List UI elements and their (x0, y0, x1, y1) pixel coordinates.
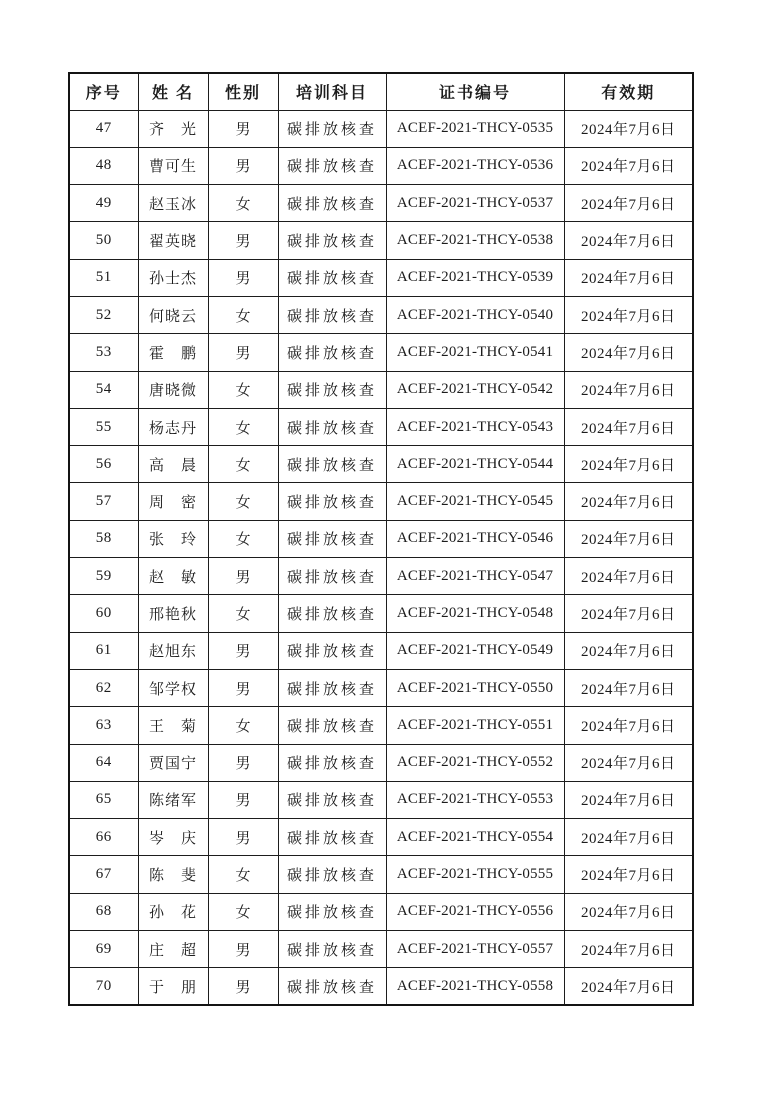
cell-gender: 女 (208, 520, 278, 557)
cell-name: 陈 斐 (138, 856, 208, 893)
cell-cert_no: ACEF-2021-THCY-0536 (386, 147, 564, 184)
cell-name: 孙士杰 (138, 259, 208, 296)
cell-cert_no: ACEF-2021-THCY-0555 (386, 856, 564, 893)
table-row (69, 446, 693, 483)
cell-cert_no: ACEF-2021-THCY-0544 (386, 446, 564, 483)
cell-index: 59 (69, 558, 138, 595)
cell-index: 68 (69, 893, 138, 930)
cell-cert_no: ACEF-2021-THCY-0541 (386, 334, 564, 371)
cell-validity: 2024年7月6日 (564, 446, 693, 483)
table-row (69, 632, 693, 669)
cell-validity: 2024年7月6日 (564, 669, 693, 706)
cell-gender: 女 (208, 595, 278, 632)
cell-name: 王 菊 (138, 707, 208, 744)
cell-gender: 女 (208, 483, 278, 520)
cell-subject: 碳排放核查 (278, 222, 386, 259)
cell-index: 54 (69, 371, 138, 408)
cell-name: 翟英晓 (138, 222, 208, 259)
cell-validity: 2024年7月6日 (564, 781, 693, 818)
table-row (69, 595, 693, 632)
cell-index: 50 (69, 222, 138, 259)
cell-index: 65 (69, 781, 138, 818)
cell-cert_no: ACEF-2021-THCY-0540 (386, 296, 564, 333)
cell-cert_no: ACEF-2021-THCY-0553 (386, 781, 564, 818)
cell-name: 于 朋 (138, 968, 208, 1005)
cell-gender: 女 (208, 856, 278, 893)
cell-name: 邢艳秋 (138, 595, 208, 632)
cell-name: 岑 庆 (138, 819, 208, 856)
table-row (69, 408, 693, 445)
cell-validity: 2024年7月6日 (564, 968, 693, 1005)
cell-validity: 2024年7月6日 (564, 856, 693, 893)
cell-gender: 男 (208, 819, 278, 856)
cell-index: 49 (69, 185, 138, 222)
table-row (69, 520, 693, 557)
cell-subject: 碳排放核查 (278, 371, 386, 408)
cell-index: 55 (69, 408, 138, 445)
cell-cert_no: ACEF-2021-THCY-0551 (386, 707, 564, 744)
cell-validity: 2024年7月6日 (564, 558, 693, 595)
cell-gender: 女 (208, 446, 278, 483)
cell-subject: 碳排放核查 (278, 744, 386, 781)
cell-validity: 2024年7月6日 (564, 296, 693, 333)
cell-gender: 女 (208, 185, 278, 222)
cell-gender: 男 (208, 669, 278, 706)
cell-gender: 男 (208, 259, 278, 296)
table-row (69, 968, 693, 1005)
cell-gender: 女 (208, 296, 278, 333)
table-body (69, 110, 693, 1005)
header-subject: 培训科目 (278, 73, 386, 110)
cell-index: 51 (69, 259, 138, 296)
cell-index: 53 (69, 334, 138, 371)
header-cert-no: 证书编号 (386, 73, 564, 110)
table-row (69, 707, 693, 744)
cell-subject: 碳排放核查 (278, 296, 386, 333)
cell-index: 58 (69, 520, 138, 557)
cell-index: 70 (69, 968, 138, 1005)
table-row (69, 185, 693, 222)
cell-name: 高 晨 (138, 446, 208, 483)
cell-gender: 男 (208, 558, 278, 595)
cell-validity: 2024年7月6日 (564, 222, 693, 259)
header-validity: 有效期 (564, 73, 693, 110)
cell-cert_no: ACEF-2021-THCY-0558 (386, 968, 564, 1005)
cell-cert_no: ACEF-2021-THCY-0548 (386, 595, 564, 632)
cell-cert_no: ACEF-2021-THCY-0545 (386, 483, 564, 520)
cell-name: 赵旭东 (138, 632, 208, 669)
cell-index: 67 (69, 856, 138, 893)
cell-gender: 男 (208, 222, 278, 259)
table-row (69, 893, 693, 930)
cell-name: 孙 花 (138, 893, 208, 930)
cell-gender: 男 (208, 931, 278, 968)
cell-subject: 碳排放核查 (278, 856, 386, 893)
cell-subject: 碳排放核查 (278, 185, 386, 222)
cell-index: 52 (69, 296, 138, 333)
cell-cert_no: ACEF-2021-THCY-0538 (386, 222, 564, 259)
table-row (69, 334, 693, 371)
cell-subject: 碳排放核查 (278, 931, 386, 968)
cell-index: 47 (69, 110, 138, 147)
table-row (69, 147, 693, 184)
table-row (69, 744, 693, 781)
cell-index: 56 (69, 446, 138, 483)
cell-index: 63 (69, 707, 138, 744)
cell-validity: 2024年7月6日 (564, 819, 693, 856)
cell-index: 62 (69, 669, 138, 706)
cell-index: 66 (69, 819, 138, 856)
cell-name: 周 密 (138, 483, 208, 520)
cell-name: 陈绪军 (138, 781, 208, 818)
cell-name: 赵玉冰 (138, 185, 208, 222)
cell-name: 邹学权 (138, 669, 208, 706)
cell-validity: 2024年7月6日 (564, 520, 693, 557)
cell-index: 48 (69, 147, 138, 184)
table-row (69, 222, 693, 259)
cell-subject: 碳排放核查 (278, 893, 386, 930)
table-row (69, 483, 693, 520)
table-row (69, 856, 693, 893)
table-row (69, 558, 693, 595)
table-row (69, 296, 693, 333)
cell-index: 60 (69, 595, 138, 632)
header-name: 姓 名 (138, 73, 208, 110)
table-row (69, 371, 693, 408)
cell-subject: 碳排放核查 (278, 595, 386, 632)
cell-gender: 男 (208, 781, 278, 818)
cell-cert_no: ACEF-2021-THCY-0543 (386, 408, 564, 445)
cell-validity: 2024年7月6日 (564, 110, 693, 147)
header-index: 序号 (69, 73, 138, 110)
cell-validity: 2024年7月6日 (564, 408, 693, 445)
table-row (69, 819, 693, 856)
cell-validity: 2024年7月6日 (564, 334, 693, 371)
cell-subject: 碳排放核查 (278, 707, 386, 744)
cell-subject: 碳排放核查 (278, 819, 386, 856)
cell-name: 齐 光 (138, 110, 208, 147)
cell-gender: 男 (208, 147, 278, 184)
cell-subject: 碳排放核查 (278, 632, 386, 669)
cell-gender: 男 (208, 334, 278, 371)
cell-cert_no: ACEF-2021-THCY-0557 (386, 931, 564, 968)
table-row (69, 781, 693, 818)
cell-subject: 碳排放核查 (278, 520, 386, 557)
cell-cert_no: ACEF-2021-THCY-0556 (386, 893, 564, 930)
certificate-roster-table (68, 72, 694, 1006)
header-gender: 性别 (208, 73, 278, 110)
cell-gender: 女 (208, 707, 278, 744)
cell-index: 61 (69, 632, 138, 669)
cell-subject: 碳排放核查 (278, 483, 386, 520)
cell-index: 64 (69, 744, 138, 781)
cell-name: 赵 敏 (138, 558, 208, 595)
cell-validity: 2024年7月6日 (564, 707, 693, 744)
cell-name: 庄 超 (138, 931, 208, 968)
cell-cert_no: ACEF-2021-THCY-0549 (386, 632, 564, 669)
cell-name: 贾国宁 (138, 744, 208, 781)
cell-gender: 女 (208, 371, 278, 408)
cell-cert_no: ACEF-2021-THCY-0537 (386, 185, 564, 222)
cell-validity: 2024年7月6日 (564, 931, 693, 968)
cell-subject: 碳排放核查 (278, 669, 386, 706)
cell-gender: 女 (208, 893, 278, 930)
cell-subject: 碳排放核查 (278, 110, 386, 147)
cell-subject: 碳排放核查 (278, 259, 386, 296)
cell-subject: 碳排放核查 (278, 558, 386, 595)
cell-name: 杨志丹 (138, 408, 208, 445)
cell-index: 69 (69, 931, 138, 968)
cell-cert_no: ACEF-2021-THCY-0554 (386, 819, 564, 856)
cell-cert_no: ACEF-2021-THCY-0550 (386, 669, 564, 706)
cell-name: 霍 鹏 (138, 334, 208, 371)
table-row (69, 110, 693, 147)
header-row (69, 73, 693, 110)
cell-validity: 2024年7月6日 (564, 483, 693, 520)
cell-name: 唐晓微 (138, 371, 208, 408)
cell-gender: 男 (208, 632, 278, 669)
cell-validity: 2024年7月6日 (564, 632, 693, 669)
cell-cert_no: ACEF-2021-THCY-0539 (386, 259, 564, 296)
cell-index: 57 (69, 483, 138, 520)
cell-validity: 2024年7月6日 (564, 185, 693, 222)
cell-subject: 碳排放核查 (278, 334, 386, 371)
cell-subject: 碳排放核查 (278, 968, 386, 1005)
cell-validity: 2024年7月6日 (564, 744, 693, 781)
cell-validity: 2024年7月6日 (564, 147, 693, 184)
cell-gender: 男 (208, 110, 278, 147)
table-row (69, 669, 693, 706)
cell-validity: 2024年7月6日 (564, 595, 693, 632)
cell-cert_no: ACEF-2021-THCY-0546 (386, 520, 564, 557)
cell-cert_no: ACEF-2021-THCY-0542 (386, 371, 564, 408)
cell-validity: 2024年7月6日 (564, 371, 693, 408)
cell-name: 何晓云 (138, 296, 208, 333)
cell-subject: 碳排放核查 (278, 446, 386, 483)
cell-name: 曹可生 (138, 147, 208, 184)
cell-validity: 2024年7月6日 (564, 893, 693, 930)
cell-cert_no: ACEF-2021-THCY-0535 (386, 110, 564, 147)
cell-gender: 男 (208, 744, 278, 781)
cell-gender: 女 (208, 408, 278, 445)
cell-cert_no: ACEF-2021-THCY-0547 (386, 558, 564, 595)
cell-validity: 2024年7月6日 (564, 259, 693, 296)
cell-subject: 碳排放核查 (278, 147, 386, 184)
table-row (69, 931, 693, 968)
cell-gender: 男 (208, 968, 278, 1005)
cell-name: 张 玲 (138, 520, 208, 557)
table-row (69, 259, 693, 296)
cell-subject: 碳排放核查 (278, 408, 386, 445)
cell-subject: 碳排放核查 (278, 781, 386, 818)
cell-cert_no: ACEF-2021-THCY-0552 (386, 744, 564, 781)
